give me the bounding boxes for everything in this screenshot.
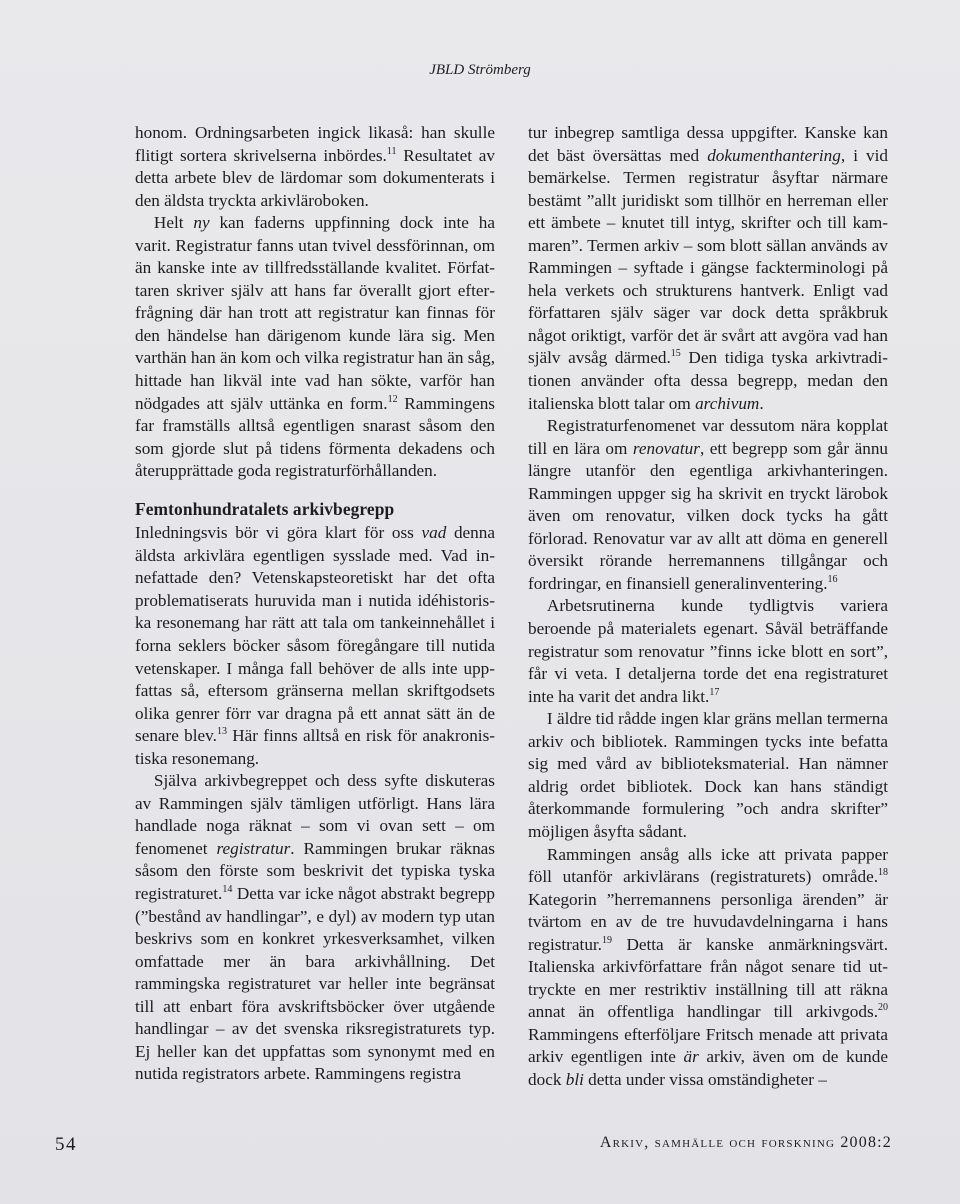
left-column <box>135 122 495 1086</box>
paragraph: Inledningsvis bör vi göra klart för oss vad denna äldsta arkivlära egentligen sysslade med. Vad innefattade den? Vetenskapsteoretiskt har det ofta problematiserats huruvida man i nutida idéhistoriska resonemang har rätt att tala om tankeinnehållet i forna seklers böcker såsom föregångare till nutida vetenskaper. I många fall behöver de alls inte uppfattas så, eftersom gränserna mellan skriftgodsets olika genrer förr var dragna på ett annat sätt än de senare blev.$^{13}$ Här finns alltså en risk för anakronistiska resonemang. <box>135 523 495 768</box>
paragraph: Arbetsrutinerna kunde tydligtvis variera beroende på materialets egenart. Såväl beträffande registratur som renovatur ”finns icke blott en sort”, får vi veta. I detaljerna torde det ena registraturet inte ha varit det andra likt.$^{17}$ <box>528 596 888 706</box>
page-number: 54 <box>55 1134 77 1155</box>
running-head: JBLD Strömberg <box>429 62 531 78</box>
journal-footer: Arkiv, samhälle och forskning 2008:2 <box>599 1134 892 1151</box>
paragraph: Själva arkivbegreppet och dess syfte diskuteras av Rammingen själv tämligen utförligt. Hans lära handlade noga räknat – som vi ovan sett – om fenomenet registratur. Rammingen brukar räknas såsom den förste som beskrivit det typiska tyska registraturet.$^{14}$ Detta var icke något abstrakt begrepp (”bestånd av handlingar”, e dyl) av modern typ utan beskrivs som en konkret yrkesverksamhet, vilken omfattade mer än bara arkivhållning. Det rammingska registraturet var heller inte begränsat till att enbart föra avskriftsböcker över utgående handlingar – av det svenska riksregistraturets typ. Ej heller kan det uppfattas som synonymt med en nutida registrators arbete. Rammingens registra <box>135 771 495 1084</box>
paragraph: honom. Ordningsarbeten ingick likaså: han skulle flitigt sortera skrivelserna inbördes.$^{11}$ Resultatet av detta arbete blev de lärdomar som dokumenterats i den äldsta tryckta arkivläroboken. <box>135 123 495 210</box>
paragraph: tur inbegrep samtliga dessa uppgifter. Kanske kan det bäst översättas med dokumenthantering, i vid bemärkelse. Termen registratur åsyftar närmare bestämt ”allt juridiskt som tillhör en herreman eller ett ämbete – knutet till intyg, skrifter och till kammaren”. Termen arkiv – som blott sällan används av Rammingen – syftade i gängse fackterminologi på hela verkets och strukturens hantverk. Enligt vad författaren själv säger var dock detta språkbruk något oriktigt, varför det är svårt att avgöra vad han själv avsåg därmed.$^{15}$ Den tidiga tyska arkivtraditionen använder ofta dessa begrepp, medan den italienska blott talar om archivum. <box>528 123 888 413</box>
paragraph: Helt ny kan faderns uppfinning dock inte ha varit. Registratur fanns utan tvivel dessförinnan, om än kanske inte av tillfredsställande kvalitet. Författaren skriver själv att hans far överallt gjort efterfrågning där han trott att registratur kan finnas för den händelse han därigenom kunde lära sig. Men varthän han än kom och vilka registratur han än såg, hittade han likväl inte vad han sökte, varför han nödgades att själv uttänka en form.$^{12}$ Rammingens far framställs alltså egentligen snarast såsom den som gjorde slut på tidens förmenta dekadens och återupprättade goda registraturförhållanden. <box>135 213 495 481</box>
section-heading: Femtonhundratalets arkivbegrepp <box>135 498 395 519</box>
paragraph: Registraturfenomenet var dessutom nära kopplat till en lära om renovatur, ett begrepp som går ännu längre utanför den egentliga arkivhanteringen. Rammingen uppger sig ha skrivit en tryckt lärobok även om renovatur, vilken dock tycks ha gått förlorad. Renovatur var av allt att döma en generell översikt rörande herremannens tillgångar och fordringar, en finansiell generalinventering.$^{16}$ <box>528 416 889 593</box>
right-column <box>528 122 888 1092</box>
paragraph: I äldre tid rådde ingen klar gräns mellan termerna arkiv och bibliotek. Rammingen tycks inte befatta sig med vård av biblioteksmaterial. Han nämner aldrig ordet bibliotek. Dock kan hans ständigt återkommande formulering ”och andra skrifter” möjligen åsyfta sådant. <box>528 709 888 841</box>
paragraph: Rammingen ansåg alls icke att privata papper föll utanför arkivlärans (registraturets) område.$^{18}$ Kategorin ”herremannens personliga ärenden” är tvärtom en av de tre huvudavdelningarna i hans registratur.$^{19}$ Detta är kanske anmärkningsvärt. Italienska arkivförfattare från något senare tid uttryckte en mer restriktiv inställning till att räkna annat än offentliga handlingar till arkivgods.$^{20}$ Rammingens efterföljare Fritsch menade att privata arkiv egentligen inte är arkiv, även om de kunde dock bli detta under vissa omständigheter – <box>528 844 888 1089</box>
